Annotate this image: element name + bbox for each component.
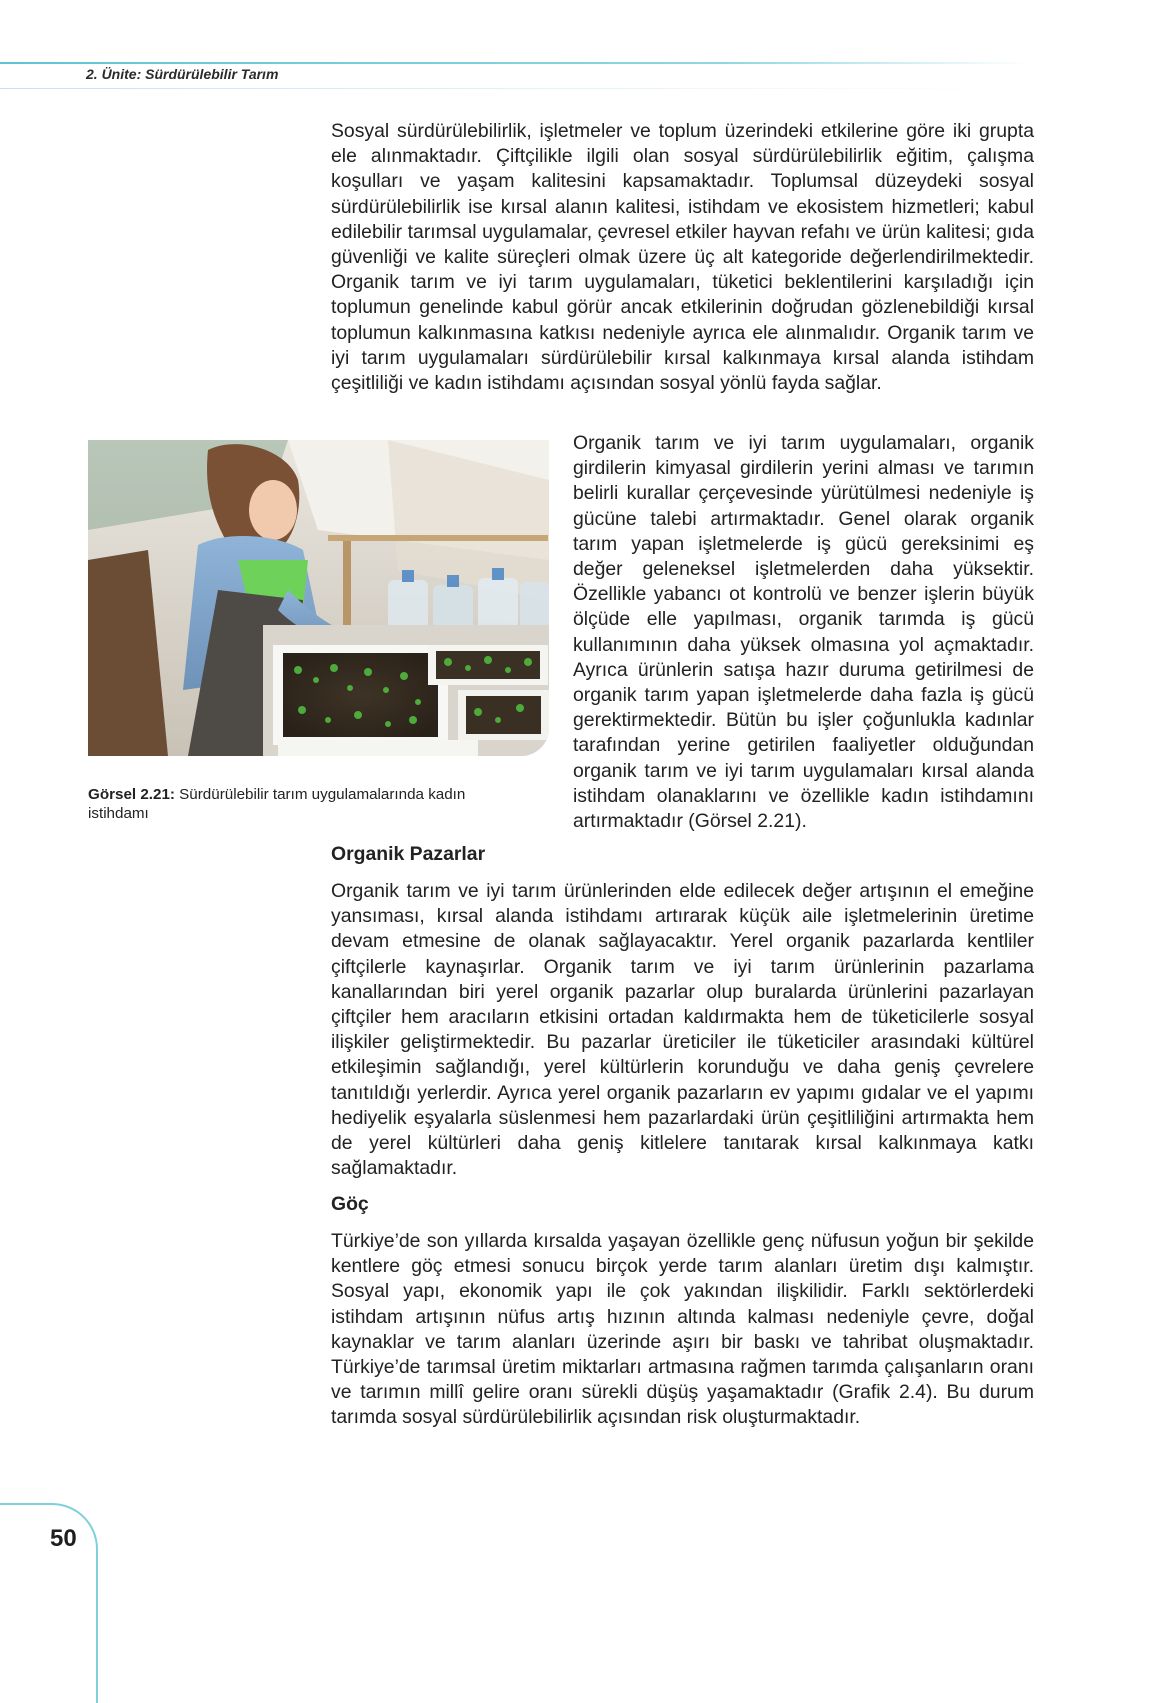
section-heading-organik-pazarlar: Organik Pazarlar (331, 843, 486, 865)
greenhouse-photo-illustration (88, 440, 549, 756)
header-rule (0, 62, 1030, 64)
figure-caption (88, 785, 528, 823)
figure-photo (88, 440, 549, 756)
side-paragraph: Organik tarım ve iyi tarım uygulamaları, organik girdilerin kimyasal girdilerin yerini alması ve tarımın belirli kurallar çerçevesinde yürütülmesi nedeniyle iş gücüne talebi artırmaktadır. Genel olarak organik tarım yapan işletmelerde iş gücü gereksinimi eş değer geleneksel işletmelerden daha yüksektir. Özellikle yabancı ot kontrolü ve benzer işlerin büyük ölçüde elle yapılması, organik tarımda iş gücü kullanımının daha yüksek olmasına yol açmaktadır. Ayrıca ürünlerin satışa hazır duruma getirilmesi de organik tarım yapan işletmelerde daha fazla iş gücü gerektirmektedir. Bütün bu işler çoğunlukla kadınlar tarafından yerine getirilen faaliyetler olduğundan organik tarım ve iyi tarım uygulamaları kırsal alanda istihdam olanaklarını ve özellikle kadın istihdamını artırmaktadır (Görsel 2.21). (573, 432, 1034, 833)
running-head: 2. Ünite: Sürdürülebilir Tarım (86, 66, 279, 82)
organik-pazarlar-paragraph: Organik tarım ve iyi tarım ürünlerinden elde edilecek değer artışının el emeğine yansıması, kırsal alanda istihdamı artırarak küçük aile işletmelerinin üretime devam etmesine de olanak sağlayacaktır. Yerel organik pazarlarda kentliler çiftçilerle kaynaşırlar. Organik tarım ve iyi tarım ürünlerinin pazarlama kanallarından biri yerel organik pazarlar olup buralarda ürünlerini pazarlayan çiftçiler hem aracıların etkisini ortadan kaldırmakta hem de tüketicilerle sosyal ilişkiler geliştirmektedir. Bu pazarlar üreticiler ile tüketiciler arasındaki kültürel etkileşimin sağlandığı, yerel kültürlerin korunduğu ve daha geniş çevrelere tanıtıldığı yerlerdir. Ayrıca yerel organik pazarların ev yapımı gıdalar ve el yapımı hediyelik eşyalarla süslenmesi hem pazarlardaki ürün çeşitliliğini artırmakta hem de yerel kültürleri daha geniş kitlelere tanıtarak kırsal kalkınmaya katkı sağlamaktadır. (331, 880, 1034, 1180)
page-number-frame (0, 1503, 98, 1703)
page-number: 50 (50, 1525, 77, 1552)
header-subrule (0, 88, 1000, 89)
caption-label: Görsel 2.21: (88, 786, 175, 803)
section-heading-goc: Göç (331, 1193, 369, 1215)
caption-text: Sürdürülebilir tarım uygulamalarında kadın istihdamı (88, 786, 466, 822)
goc-paragraph: Türkiye’de son yıllarda kırsalda yaşayan özellikle genç nüfusun yoğun bir şekilde kentlere göç etmesi sonucu birçok yerde tarım alanları üretim dışı kalmıştır. Sosyal yapı, ekonomik yapı ile çok yakından ilişkilidir. Farklı sektörlerdeki istihdam artışının nüfus artış hızının altında kalması nedeniyle çevre, doğal kaynaklar ve tarım alanları üzerinde aşırı bir baskı ve tahribat oluşmaktadır. Türkiye’de tarımsal üretim miktarları artmasına rağmen tarımda çalışanların oranı ve tarımın millî gelire oranı sürekli düşüş yaşamaktadır (Grafik 2.4). Bu durum tarımda sosyal sürdürülebilirlik açısından risk oluşturmaktadır. (331, 1230, 1034, 1429)
intro-paragraph: Sosyal sürdürülebilirlik, işletmeler ve toplum üzerindeki etkilerine göre iki grupta ele alınmaktadır. Çiftçilikle ilgili olan sosyal sürdürülebilirlik eğitim, çalışma koşulları ve yaşam kalitesini kapsamaktadır. Toplumsal düzeydeki sosyal sürdürülebilirlik ise kırsal alanın kalitesi, istihdam ve ekosistem hizmetleri; kabul edilebilir tarımsal uygulamalar, çevresel etkiler hayvan refahı ve ürün kalitesi; gıda güvenliği ve kalite süreçleri olmak üzere üç alt kategoride değerlendirilmektedir. Organik tarım ve iyi tarım uygulamaları, tüketici beklentilerini karşıladığı için toplumun genelinde kabul görür ancak etkilerinin doğrudan gözlenebildiği kırsal toplumun kalkınmasına katkısı nedeniyle ayrıca ele alınmalıdır. Organik tarım ve iyi tarım uygulamaları sürdürülebilir kırsal kalkınmaya kırsal alanda istihdam çeşitliliği ve kadın istihdamı açısından sosyal yönlü fayda sağlar. (331, 120, 1034, 395)
